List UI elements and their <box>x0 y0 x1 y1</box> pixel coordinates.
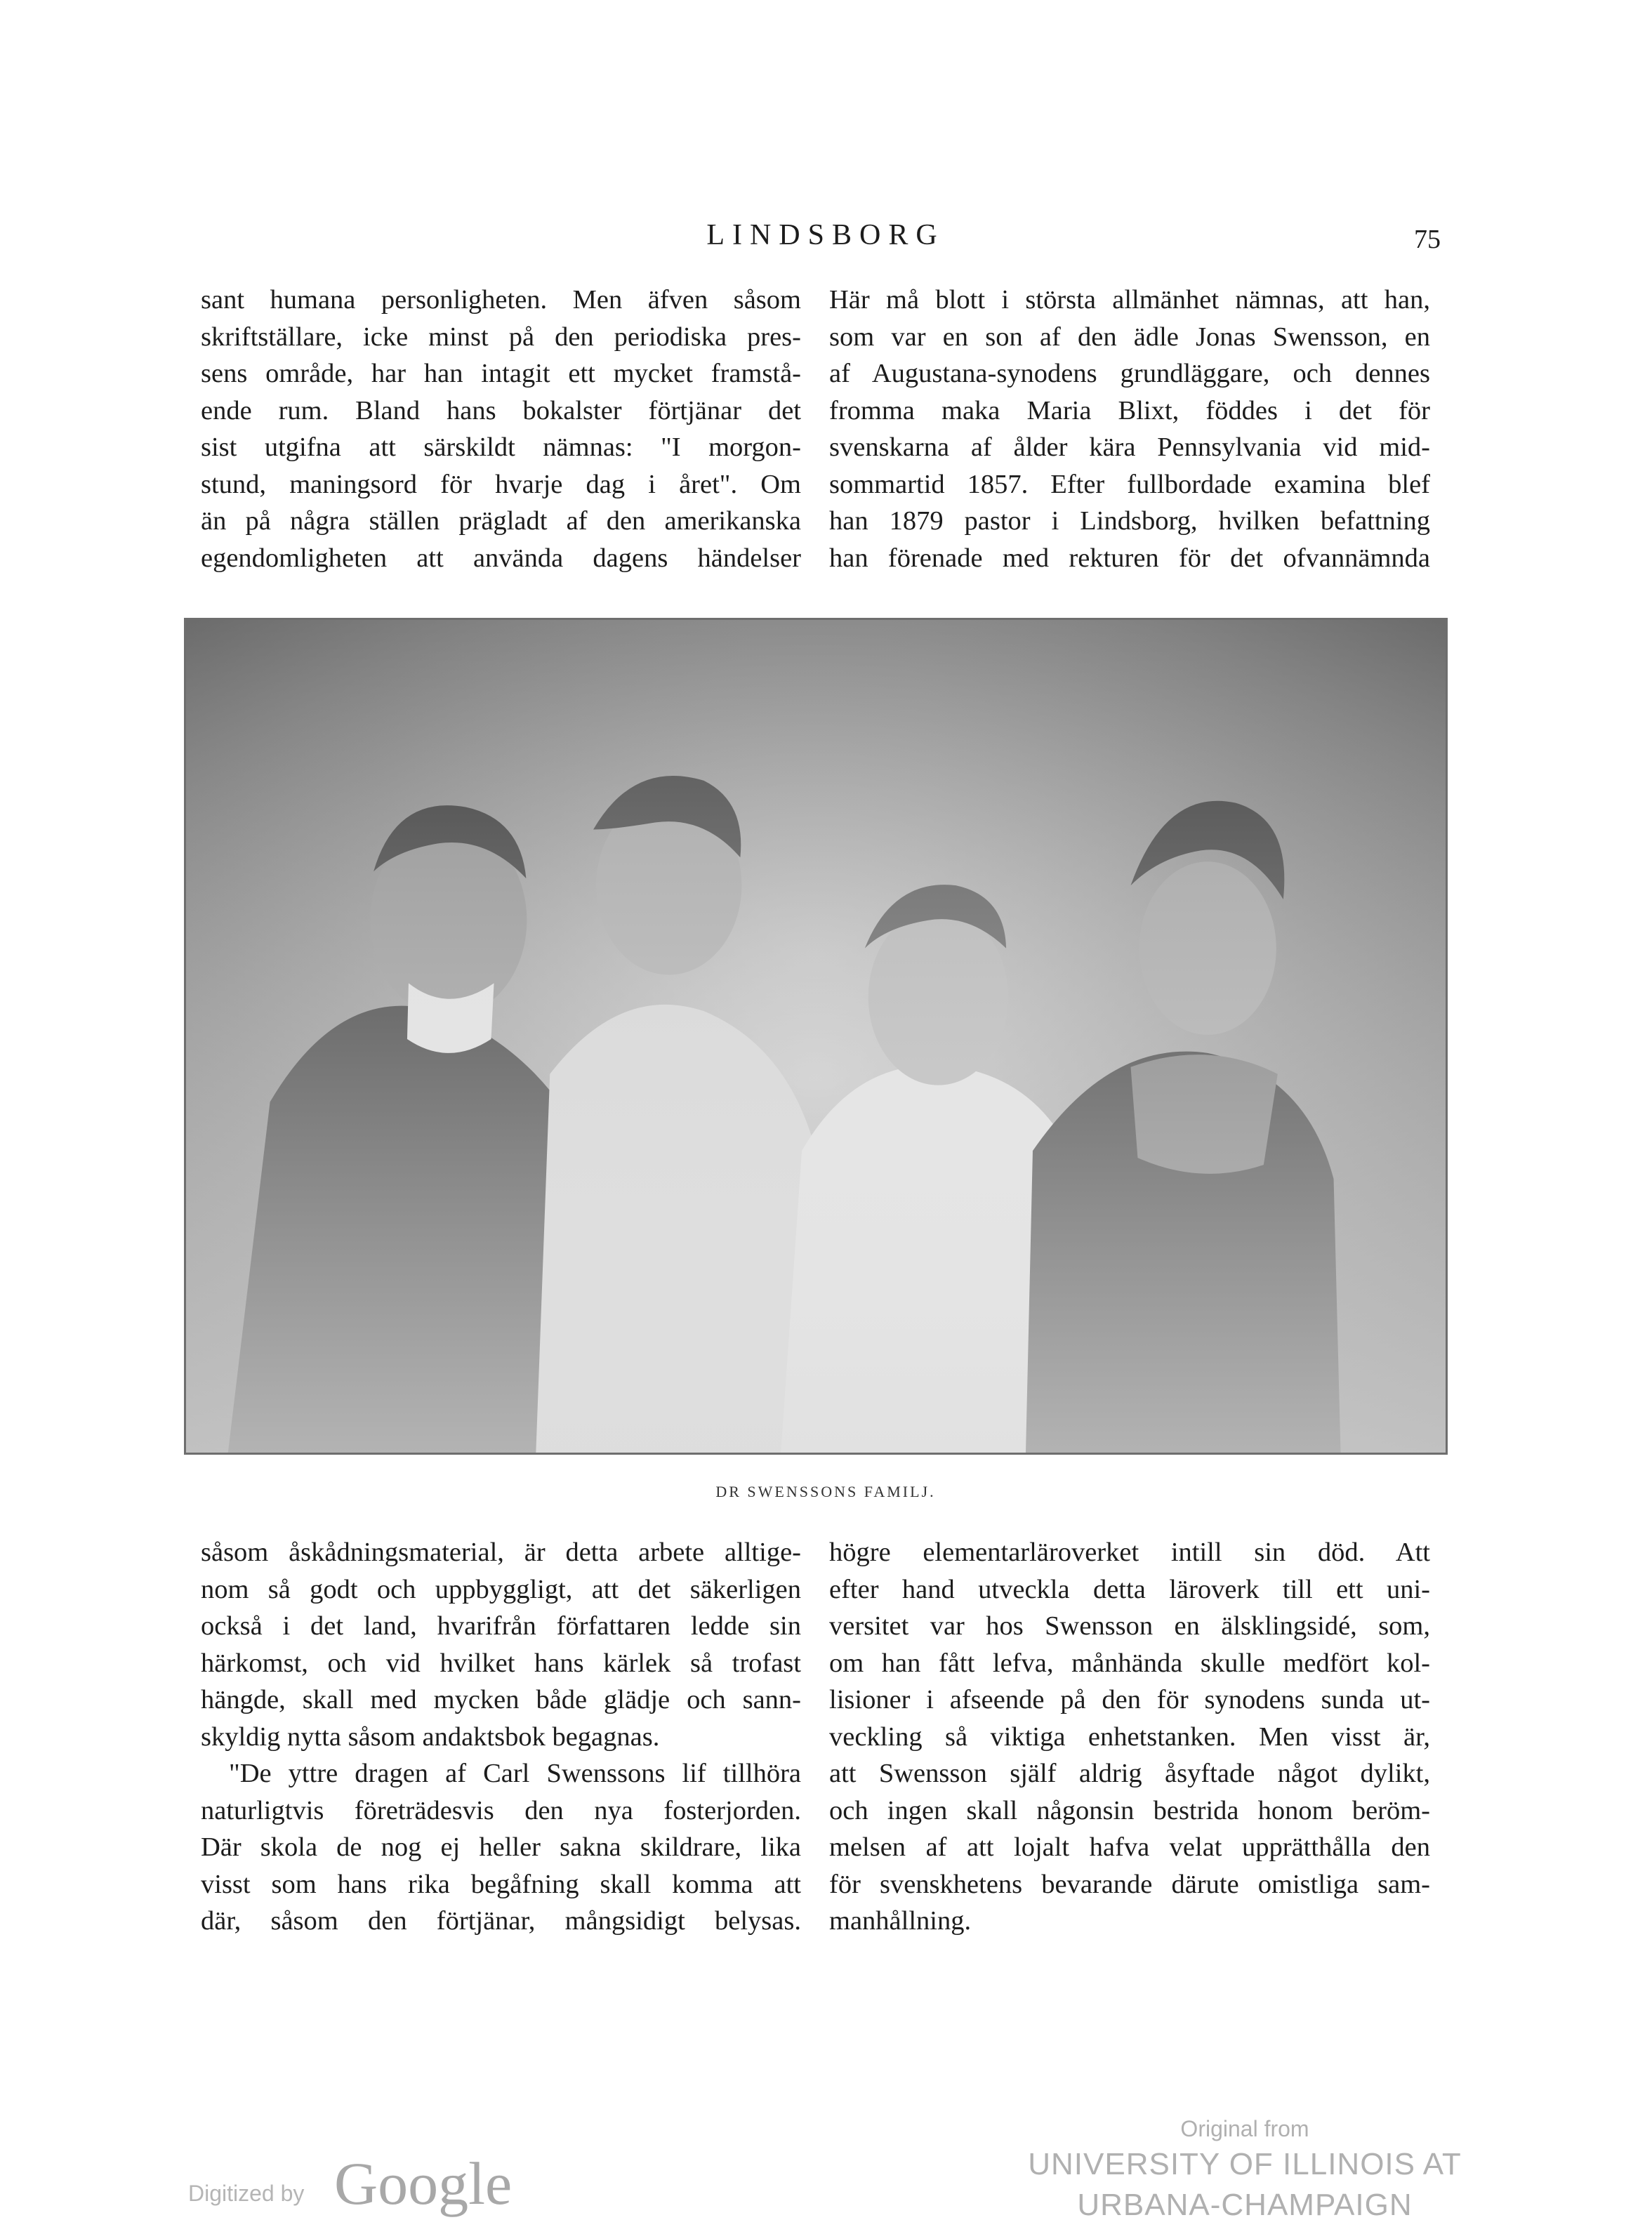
text-line: högre elementarläroverket intill sin död. Att <box>829 1538 1430 1567</box>
original-source-watermark <box>999 2113 1491 2226</box>
text-line: "De yttre dragen af Carl Swenssons lif tillhöra <box>229 1759 801 1788</box>
text-line: att Swensson själf aldrig åsyftade något dylikt, <box>829 1759 1430 1788</box>
text-line: manhållning. <box>829 1906 972 1936</box>
text-line: skyldig nytta såsom andaktsbok begagnas. <box>201 1722 660 1752</box>
text-line: visst som hans rika begåfning skall komma att <box>201 1869 801 1899</box>
text-line: veckling så viktiga enhetstanken. Men visst är, <box>829 1722 1430 1752</box>
library-name-line-2: URBANA-CHAMPAIGN <box>1077 2188 1413 2222</box>
text-line: han 1879 pastor i Lindsborg, hvilken befattning <box>829 506 1430 536</box>
library-name-line-1: UNIVERSITY OF ILLINOIS AT <box>1028 2147 1462 2181</box>
text-line: hängde, skall med mycken både glädje och sann- <box>201 1685 801 1714</box>
family-portrait-illustration <box>186 620 1446 1453</box>
text-line: och ingen skall någonsin bestrida honom beröm- <box>829 1795 1430 1825</box>
text-column-top-left <box>201 282 801 576</box>
text-line: svenskarna af ålder kära Pennsylvania vid mid- <box>829 432 1430 462</box>
text-line: för svenskhetens bevarande därute omistliga sam- <box>829 1869 1430 1899</box>
text-line: Här må blott i största allmänhet nämnas, att han, <box>829 285 1430 315</box>
text-line: härkomst, och vid hvilket hans kärlek så trofast <box>201 1648 801 1678</box>
text-line: sant humana personligheten. Men äfven såsom <box>201 285 801 315</box>
page-number: 75 <box>1414 225 1441 254</box>
text-line: efter hand utveckla detta läroverk till ett uni- <box>829 1574 1430 1604</box>
text-line: som var en son af den ädle Jonas Swensson, en <box>829 322 1430 352</box>
text-line: fromma maka Maria Blixt, föddes i det för <box>829 395 1430 425</box>
text-line: sommartid 1857. Efter fullbordade examina blef <box>829 469 1430 499</box>
text-line: skriftställare, icke minst på den periodiska pres- <box>201 322 801 352</box>
text-line: ende rum. Bland hans bokalster förtjänar det <box>201 395 801 425</box>
text-line: versitet var hos Swensson en älsklingsidé, som, <box>829 1611 1430 1641</box>
text-line: Där skola de nog ej heller sakna skildrare, lika <box>201 1832 801 1862</box>
text-line: egendomligheten att använda dagens händelser <box>201 543 801 573</box>
text-line: sist utgifna att särskildt nämnas: "I morgon- <box>201 432 801 462</box>
text-line: sens område, har han intagit ett mycket framstå- <box>201 359 801 388</box>
text-column-top-right <box>829 282 1430 576</box>
text-line: lisioner i afseende på den för synodens sunda ut- <box>829 1685 1430 1714</box>
paragraph <box>201 282 801 576</box>
photo-caption: DR SWENSSONS FAMILJ. <box>715 1483 936 1500</box>
text-line: såsom åskådningsmaterial, är detta arbete alltige- <box>201 1538 801 1567</box>
text-line: naturligtvis företrädesvis den nya fosterjorden. <box>201 1795 801 1825</box>
google-logo: Google <box>334 2150 513 2217</box>
original-from-label: Original from <box>1180 2116 1309 2141</box>
text-line: där, såsom den förtjänar, mångsidigt belysas. <box>201 1906 801 1936</box>
text-column-bottom-left <box>201 1534 801 1940</box>
text-line: nom så godt och uppbyggligt, att det säkerligen <box>201 1574 801 1604</box>
text-column-bottom-right <box>829 1534 1430 1940</box>
digitized-label: Digitized by <box>188 2181 305 2206</box>
paragraph <box>201 1755 801 1940</box>
text-line: han förenade med rekturen för det ofvannämnda <box>829 543 1430 573</box>
text-line: af Augustana-synodens grundläggare, och dennes <box>829 359 1430 388</box>
running-head <box>201 214 1451 256</box>
family-photograph <box>184 618 1448 1455</box>
paragraph <box>201 1534 801 1755</box>
running-title: LINDSBORG <box>706 219 945 251</box>
text-line: stund, maningsord för hvarje dag i året". Om <box>201 469 801 499</box>
paragraph <box>829 1534 1430 1940</box>
text-line: än på några ställen prägladt af den amerikanska <box>201 506 801 536</box>
paragraph <box>829 282 1430 576</box>
text-line: om han fått lefva, månhända skulle medfört kol- <box>829 1648 1430 1678</box>
text-line: också i det land, hvarifrån författaren ledde sin <box>201 1611 801 1641</box>
text-line: melsen af att lojalt hafva velat upprätthålla den <box>829 1832 1430 1862</box>
